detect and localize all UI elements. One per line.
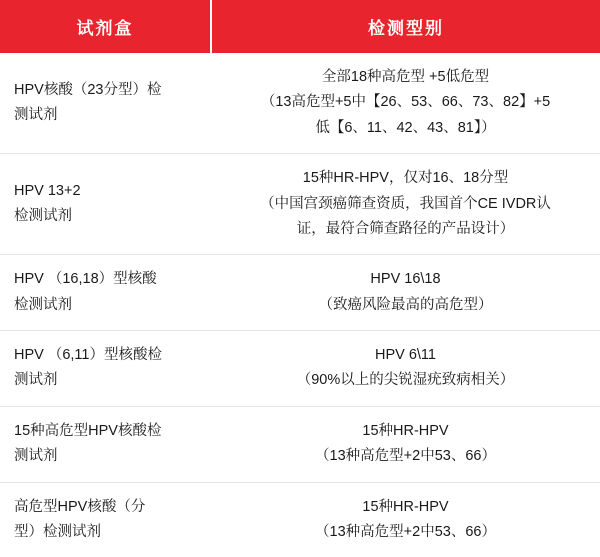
table-header: [0, 0, 600, 53]
cell-product: [0, 331, 211, 407]
product-line: HPV核酸（23分型）检: [14, 81, 162, 98]
table-body: [0, 53, 600, 557]
product-line: 15种高危型HPV核酸检: [14, 422, 162, 439]
cell-product: [0, 154, 211, 255]
product-line: 高危型HPV核酸（分: [14, 498, 146, 515]
column-header-detection: 检测型别: [211, 0, 600, 53]
product-line: 测试剂: [14, 448, 58, 465]
cell-detection: [211, 406, 600, 482]
cell-product: [0, 255, 211, 331]
detection-line: 证，最符合筛查路径的产品设计）: [296, 220, 515, 237]
product-line: 检测试剂: [14, 208, 72, 225]
product-line: HPV （16,18）型核酸: [14, 271, 157, 288]
table-row: [0, 331, 600, 407]
cell-detection: [211, 255, 600, 331]
detection-line: （90%以上的尖锐湿疣致病相关）: [296, 372, 515, 389]
table-row: [0, 482, 600, 557]
detection-line: （中国宫颈癌筛查资质，我国首个CE IVDR认: [260, 195, 551, 212]
table-header-row: [0, 0, 600, 53]
cell-detection: [211, 154, 600, 255]
cell-detection: [211, 331, 600, 407]
cell-detection: [211, 53, 600, 154]
detection-line: HPV 6\11: [375, 347, 436, 363]
detection-line: （致癌风险最高的高危型）: [318, 296, 493, 313]
cell-detection: [211, 482, 600, 557]
detection-line: 15种HR-HPV: [362, 422, 449, 439]
table-row: [0, 154, 600, 255]
detection-line: （13高危型+5中【26、53、66、73、82】+5: [260, 94, 551, 111]
product-line: 测试剂: [14, 372, 58, 389]
table-row: [0, 255, 600, 331]
product-line: 型）检测试剂: [14, 523, 101, 540]
cell-product: [0, 482, 211, 557]
detection-line: 全部18种高危型 +5低危型: [321, 69, 490, 85]
product-line: 检测试剂: [14, 296, 72, 313]
table-row: [0, 406, 600, 482]
detection-line: （13种高危型+2中53、66）: [315, 523, 496, 540]
detection-line: （13种高危型+2中53、66）: [315, 448, 496, 465]
cell-product: [0, 406, 211, 482]
detection-line: 15种HR-HPV: [362, 498, 449, 515]
detection-line: HPV 16\18: [370, 271, 441, 288]
cell-product: [0, 53, 211, 154]
table-row: [0, 53, 600, 154]
product-line: HPV （6,11）型核酸检: [14, 347, 162, 363]
detection-line: 15种HR-HPV，仅对16、18分型: [302, 170, 509, 187]
detection-line: 低【6、11、42、43、81】）: [315, 119, 496, 136]
column-header-product: 试剂盒: [0, 0, 211, 53]
product-line: HPV 13+2: [14, 182, 81, 199]
product-line: 测试剂: [14, 107, 58, 124]
